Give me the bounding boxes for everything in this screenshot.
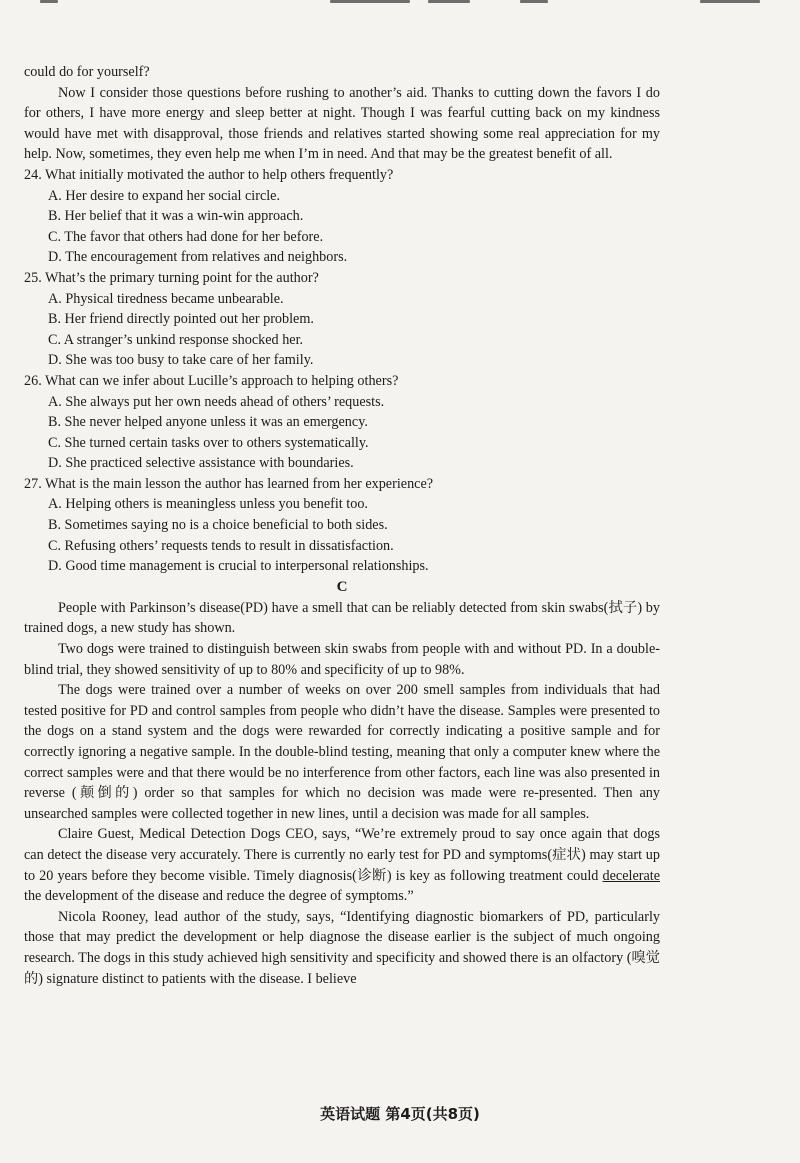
passage-c-paragraph-3: The dogs were trained over a number of weeks on over 200 smell samples from individuals that had tested positive for PD and control samples from people who didn’t have the disease. Samples were presented to the dogs on a stand system and the dogs were rewarded for correctly indicating a positive sample and for correctly ignoring a negative sample. In the double-blind testing, meaning that only a computer knew where the correct samples were and that there would be no interference from other factors, each line was also presented in reverse (颠倒的) order so that samples for which no decision was made were re-presented. Then any unsearched samples were collected together in new lines, until a decision was made for all samples. bbox=[24, 682, 660, 822]
option-b: B. Her friend directly pointed out her problem. bbox=[48, 311, 314, 328]
option-c: C. Refusing others’ requests tends to result in dissatisfaction. bbox=[48, 537, 394, 554]
question-stem: 25. What’s the primary turning point for the author? bbox=[24, 269, 319, 286]
option-a: A. Her desire to expand her social circle. bbox=[48, 187, 281, 204]
option-b: B. Sometimes saying no is a choice beneficial to both sides. bbox=[48, 517, 388, 534]
option-c: C. A stranger’s unkind response shocked her. bbox=[48, 331, 304, 348]
option-d: D. She practiced selective assistance with boundaries. bbox=[48, 455, 354, 472]
top-edge-marks bbox=[0, 0, 800, 8]
passage-c-paragraph-5: Nicola Rooney, lead author of the study, says, “Identifying diagnostic biomarkers of PD, particularly those that may predict the development or help diagnose the disease earlier is the subject of much ongoing research. The dogs in this study achieved high sensitivity and specificity and showed there is an olfactory (嗅觉的) signature distinct to patients with the disease. I believe bbox=[24, 908, 660, 987]
option-d: D. The encouragement from relatives and neighbors. bbox=[48, 249, 348, 266]
option-c: C. The favor that others had done for her before. bbox=[48, 228, 324, 245]
passage-c-paragraph-1: People with Parkinson’s disease(PD) have a smell that can be reliably detected from skin swabs(拭子) by trained dogs, a new study has shown. bbox=[24, 599, 660, 637]
option-a: A. Helping others is meaningless unless you benefit too. bbox=[48, 496, 368, 513]
p4-text-before: Claire Guest, Medical Detection Dogs CEO, says, “We’re extremely proud to say once again that dogs can detect the disease very accurately. There is currently no early test for PD and symptoms(症状) may start up to 20 years before they become visible. Timely diagnosis(诊断) is key as following treatment could bbox=[24, 826, 660, 884]
option-b: B. She never helped anyone unless it was an emergency. bbox=[48, 414, 368, 431]
option-c: C. She turned certain tasks over to others systematically. bbox=[48, 434, 369, 451]
question-25 bbox=[24, 268, 660, 371]
question-stem: 24. What initially motivated the author to help others frequently? bbox=[24, 166, 394, 183]
exam-page bbox=[24, 62, 660, 989]
passage-b-tail-line: could do for yourself? bbox=[24, 64, 150, 80]
option-d: D. She was too busy to take care of her family. bbox=[48, 352, 314, 369]
option-a: A. She always put her own needs ahead of others’ requests. bbox=[48, 393, 385, 410]
p4-text-after: the development of the disease and reduce the degree of symptoms.” bbox=[24, 888, 414, 905]
question-26 bbox=[24, 371, 660, 474]
option-b: B. Her belief that it was a win-win approach. bbox=[48, 208, 304, 225]
underlined-word: decelerate bbox=[602, 867, 660, 884]
question-24 bbox=[24, 165, 660, 268]
page-footer: 英语试题 第4页(共8页) bbox=[320, 1105, 480, 1123]
passage-b-final-paragraph: Now I consider those questions before rushing to another’s aid. Thanks to cutting down the favors I do for others, I have more energy and sleep better at night. Though I was fearful cutting back on my kindness would have met with disapproval, those friends and relatives started showing some real appreciation for my help. Now, sometimes, they even help me when I’m in need. And that may be the greatest benefit of all. bbox=[24, 84, 660, 163]
question-27 bbox=[24, 474, 660, 577]
question-stem: 27. What is the main lesson the author has learned from her experience? bbox=[24, 475, 434, 492]
passage-c-paragraph-2: Two dogs were trained to distinguish between skin swabs from people with and without PD. In a double-blind trial, they showed sensitivity of up to 80% and specificity of up to 98%. bbox=[24, 641, 660, 678]
option-d: D. Good time management is crucial to interpersonal relationships. bbox=[48, 558, 429, 575]
option-a: A. Physical tiredness became unbearable. bbox=[48, 290, 284, 307]
passage-c-paragraph-4 bbox=[24, 824, 660, 906]
question-stem: 26. What can we infer about Lucille’s approach to helping others? bbox=[24, 372, 399, 389]
section-heading-c: C bbox=[336, 578, 348, 595]
